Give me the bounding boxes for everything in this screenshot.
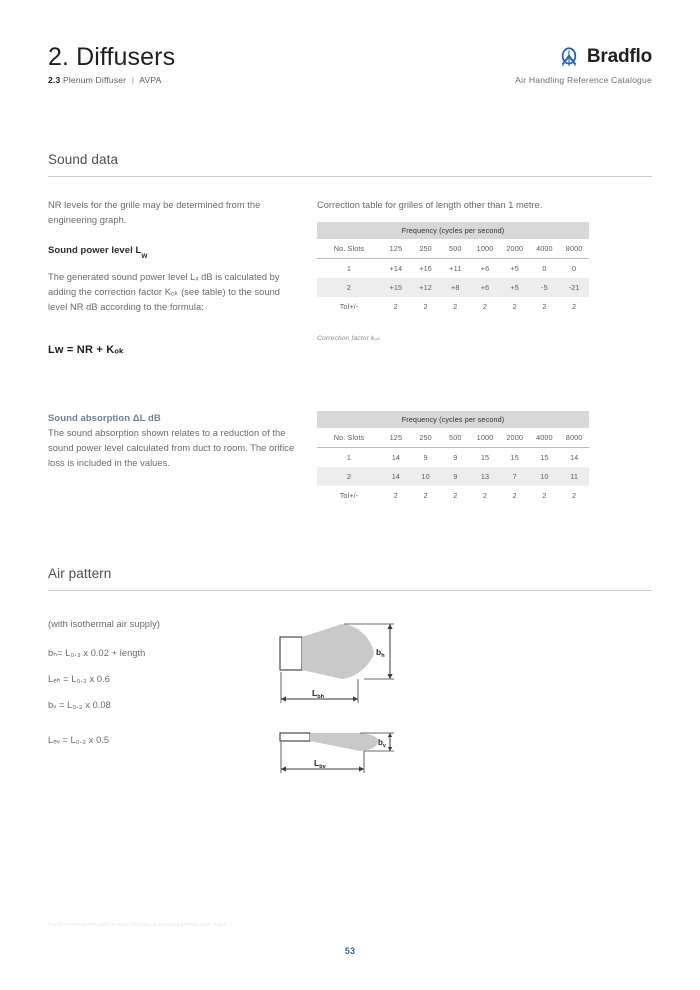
table2-r1c4: 13 — [480, 472, 490, 481]
table2-r1c7: 11 — [570, 472, 579, 481]
catalogue-label: Air Handling Reference Catalogue — [515, 75, 652, 86]
table1-r0c6: 0 — [542, 264, 547, 273]
grille-rect-vertical — [280, 733, 310, 741]
table1-r1c1: +15 — [389, 283, 403, 292]
table1-r1c3: +8 — [451, 283, 460, 292]
table2-header-row — [317, 428, 589, 448]
table2-r0c0: 1 — [346, 453, 352, 462]
jet-shape-vertical — [310, 733, 378, 751]
sound-absorption-table — [317, 411, 589, 505]
lbv-label: $L_{bv}$ — [314, 758, 326, 770]
table2-r2c0: Tol+/- — [339, 491, 359, 500]
table2-r0c3: 9 — [453, 453, 458, 462]
sound-power-level-subscript: W — [141, 252, 148, 260]
table2-r1c6: 10 — [540, 472, 549, 481]
table2-r1c0: 2 — [346, 472, 352, 481]
table1-r1c4: +6 — [480, 283, 490, 292]
air-pattern-svg — [268, 615, 428, 795]
section-heading-air-pattern: Air pattern — [48, 566, 652, 591]
table1-r2c1: 2 — [393, 302, 398, 311]
table1-r2c7: 2 — [572, 302, 577, 311]
table1-band-row — [317, 222, 589, 239]
table2-r1c2: 10 — [421, 472, 430, 481]
table1-r1c6: -5 — [541, 283, 548, 292]
table1-col-1: 125 — [389, 244, 403, 253]
table1-r2c2: 2 — [423, 302, 428, 311]
page-header — [48, 44, 652, 85]
bv-arrow-top — [388, 733, 392, 737]
table2-band-label: Frequency (cycles per second) — [317, 411, 589, 428]
table2-band-row — [317, 411, 589, 428]
table2-r2c2: 2 — [423, 491, 428, 500]
table2-r1c3: 9 — [453, 472, 458, 481]
table1-r2c6: 2 — [542, 302, 547, 311]
footer-disclaimer: Bradflo reserves the right to make changes to products without prior notice. — [48, 922, 229, 928]
table1-r2c4: 2 — [482, 302, 488, 311]
table2-r0c7: 14 — [569, 453, 579, 462]
table2-col-2: 250 — [419, 433, 432, 442]
table2-r2c7: 2 — [572, 491, 577, 500]
table1-r0c5: +5 — [510, 264, 519, 273]
table1-col-0: No. Slots — [333, 244, 365, 253]
table2-col-6: 4000 — [536, 433, 553, 442]
table1-r1c5: +5 — [510, 283, 519, 292]
correction-table-heading: Correction table for grilles of length other than 1 metre. — [317, 200, 543, 210]
air-pattern-diagram — [268, 615, 428, 800]
nr-levels-text: NR levels for the grille may be determined from the engineering graph. — [48, 200, 261, 226]
table1-r0c2: +16 — [419, 264, 432, 273]
correction-factor-table — [317, 222, 589, 316]
bh-arrow-bottom — [387, 674, 392, 679]
table1-r0c4: +6 — [480, 264, 490, 273]
correction-factor-caption: Correction factor kₒₖ — [317, 335, 381, 342]
table1-col-5: 2000 — [506, 244, 524, 253]
table1-r0c0: 1 — [346, 264, 352, 273]
table2-r0c2: 9 — [423, 453, 428, 462]
table1-r1c7: -21 — [568, 283, 580, 292]
table2 — [317, 411, 589, 505]
bv-label: $b_v$ — [378, 738, 386, 749]
generated-power-text: The generated sound power level Lₓ dB is calculated by adding the correction factor Kₒₖ (see table) to the sound level NR dB according to the formula: — [48, 272, 281, 313]
table1-col-3: 500 — [449, 244, 462, 253]
table1-r2c0: Tol+/- — [339, 302, 359, 311]
table2-r2c1: 2 — [393, 491, 398, 500]
formula-bh: bₕ= L₀.₃ x 0.02 + length — [48, 648, 146, 658]
table-row — [317, 259, 589, 279]
table1-col-6: 4000 — [536, 244, 553, 253]
breadcrumb-text: Plenum Diffuser — [62, 75, 127, 86]
table1-r1c2: +12 — [419, 283, 432, 292]
lw-formula: Lᴡ = NR + Kₒₖ — [48, 344, 124, 356]
table2-r0c1: 14 — [391, 453, 401, 462]
brand-lockup — [558, 46, 652, 70]
table1-r0c1: +14 — [389, 264, 403, 273]
table2-col-7: 8000 — [565, 433, 583, 442]
bh-label: $b_h$ — [376, 647, 385, 659]
formula-bv: bᵥ = L₀.₃ x 0.08 — [48, 700, 111, 710]
formula-lbv: Lₑᵥ = L₀.₃ x 0.5 — [48, 735, 110, 745]
table2-col-1: 125 — [389, 433, 403, 442]
table2-r2c4: 2 — [482, 491, 488, 500]
table2-r2c3: 2 — [453, 491, 458, 500]
sound-absorption-heading: Sound absorption ΔL dB — [48, 413, 161, 424]
table-row — [317, 486, 589, 505]
breadcrumb — [48, 75, 161, 85]
table2-r2c5: 2 — [512, 491, 517, 500]
table-row — [317, 448, 589, 468]
table-row — [317, 278, 589, 297]
lbh-arrow-left — [281, 696, 286, 701]
table1-header-row — [317, 239, 589, 259]
sound-power-level-heading-text: Sound power level L — [48, 245, 142, 256]
brand-name: Bradflo — [586, 46, 652, 68]
table2-col-4: 1000 — [476, 433, 494, 442]
table-row — [317, 297, 589, 316]
table2-col-5: 2000 — [506, 433, 524, 442]
table-row — [317, 467, 589, 486]
sound-absorption-block — [48, 413, 298, 471]
page-number: 53 — [344, 946, 356, 956]
section-heading-sound-data: Sound data — [48, 152, 652, 177]
table2-r1c5: 7 — [512, 472, 517, 481]
page-title: 2. Diffusers — [48, 43, 176, 71]
table1-r0c7: 0 — [572, 264, 577, 273]
bh-arrow-top — [387, 624, 392, 629]
table1 — [317, 222, 589, 316]
lbv-arrow-right — [359, 766, 364, 771]
table2-r1c1: 14 — [391, 472, 401, 481]
formula-lbh: Lₑₕ = L₀.₃ x 0.6 — [48, 674, 110, 684]
table2-col-3: 500 — [449, 433, 462, 442]
sound-power-level-heading — [48, 243, 298, 258]
lbv-arrow-left — [281, 766, 286, 771]
breadcrumb-separator: | — [131, 75, 135, 86]
breadcrumb-code: AVPA — [139, 75, 162, 86]
sound-absorption-text: The sound absorption shown relates to a reduction of the sound power level calculated from duct to room. The orifice loss is included in the values. — [48, 428, 295, 469]
grille-rect-horizontal — [280, 637, 302, 670]
table1-col-4: 1000 — [476, 244, 494, 253]
table1-col-2: 250 — [419, 244, 432, 253]
table1-r2c5: 2 — [512, 302, 517, 311]
table1-r2c3: 2 — [453, 302, 458, 311]
table2-r0c6: 15 — [540, 453, 549, 462]
table1-r1c0: 2 — [346, 283, 352, 292]
lbh-arrow-right — [353, 696, 358, 701]
lbh-label: $L_{bh}$ — [312, 688, 325, 700]
bradflo-logo-icon — [558, 46, 580, 68]
jet-shape-horizontal — [302, 624, 374, 679]
table2-col-0: No. Slots — [333, 433, 365, 442]
isothermal-note: (with isothermal air supply) — [48, 619, 160, 629]
breadcrumb-number: 2.3 — [48, 75, 61, 86]
table1-r0c3: +11 — [449, 264, 462, 273]
bv-arrow-bottom — [388, 747, 392, 751]
table2-r0c4: 15 — [480, 453, 490, 462]
table2-r2c6: 2 — [542, 491, 547, 500]
table1-band-label: Frequency (cycles per second) — [317, 222, 589, 239]
table2-r0c5: 15 — [510, 453, 519, 462]
table1-col-7: 8000 — [565, 244, 583, 253]
